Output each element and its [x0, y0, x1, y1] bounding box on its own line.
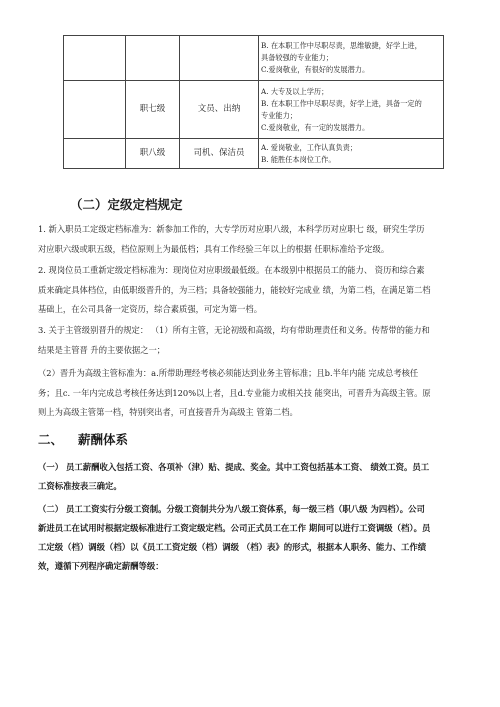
- level-cell: 职八级: [126, 139, 180, 169]
- table-row: [64, 81, 444, 139]
- section-heading: （二）定级定档规定: [70, 197, 183, 212]
- paragraph-line: 对应职六级或职五级，档位原则上为最低档；具有工作经验三年以上的根据 任职标准给予定级。: [38, 243, 390, 254]
- paragraph-line: 2. 现岗位员工重新定级定档标准为：现岗位对应职级最低级。在本级别中根据员工的能力、 资历和综合素: [38, 265, 425, 275]
- bold-paragraph: [38, 500, 468, 576]
- paragraph-line: 结果是主管晋 升的主要依据之一；: [38, 344, 166, 355]
- paragraph-line: 3. 关于主管级别晋升的规定： （1）所有主管，无论初级和高级，均有带助理责任和义务。传帮带的能力和: [38, 325, 430, 335]
- paragraph: [38, 321, 468, 360]
- requirement-line: A. 爱岗敬业，工作认真负责；: [261, 142, 358, 152]
- paragraph-line: （一） 员工薪酬收入包括工资、各项补（津）贴、提成、奖金。其中工资包括基本工资、 绩效工资。员工: [38, 462, 430, 472]
- table-row: [64, 139, 444, 169]
- paragraph-line: 1. 新入职员工定级定档标准为：新参加工作的，大专学历对应职八级，本科学历对应职七 级，研究生学历: [38, 224, 425, 234]
- paragraph-line: 则上为高级主管第一档，特别突出者，可直接晋升为高级主 管第二档。: [38, 407, 298, 417]
- requirement-line: B. 在本职工作中尽职尽责，思维敏捷，好学上进，: [261, 41, 422, 50]
- requirement-line: C.爱岗敬业，有一定的发展潜力。: [261, 122, 370, 132]
- requirement-line: B. 在本职工作中尽职尽责，好学上进，具备一定的: [261, 98, 422, 108]
- paragraph: [38, 364, 468, 423]
- table-cell-blank: [64, 139, 126, 169]
- paragraph-line: （二） 员工工资实行分级工资制。分级工资制共分为八级工资体系，每一级三档（职八级 为四档）。公司: [38, 504, 425, 514]
- positions-cell: 文员、出纳: [180, 81, 259, 139]
- section-title: 薪酬体系: [78, 432, 129, 447]
- requirement-line: 具备较强的专业能力；: [261, 53, 333, 62]
- requirement-line: B. 能胜任本岗位工作。: [261, 154, 336, 164]
- level-cell: [126, 36, 180, 81]
- section-heading: [38, 430, 128, 448]
- paragraph-line: 效，遵循下列程序确定薪酬等级：: [38, 561, 164, 571]
- table-row: [64, 36, 444, 81]
- paragraph: [38, 220, 468, 259]
- paragraph-line: 工定级（档）调级（档）以《员工工资定级（档）调级 （档）表》的形式，根据本人职务、能力、工作绩: [38, 542, 427, 552]
- paragraph-line: （2）晋升为高级主管标准为：a.所带助理经考核必须能达到业务主管标准；且b.半年内能 完成总考核任: [38, 368, 419, 378]
- bold-paragraph: [38, 458, 468, 496]
- requirements-cell: [259, 36, 444, 81]
- requirement-line: C.爱岗敬业，有很好的发展潜力。: [261, 65, 370, 74]
- paragraph-line: 质来确定具体档位，由低职级晋升的，为三档；具备较强能力，能较好完成业 绩，为第二档，在满足第二档: [38, 284, 431, 295]
- table-cell-blank: [64, 36, 126, 81]
- level-cell: 职七级: [126, 81, 180, 139]
- table-cell-blank: [64, 81, 126, 139]
- paragraph-line: 工资标准按表三确定。: [38, 481, 122, 491]
- positions-cell: [180, 36, 259, 81]
- paragraph-line: 务；且c. 一年内完成总考核任务达到120%以上者，且d.专业能力或相关技 能突出，可晋升为高级主管。原: [38, 387, 431, 398]
- paragraph: [38, 261, 468, 320]
- paragraph-line: 基础上，在公司具备一定资历，综合素质强，可定为第一档。: [38, 304, 263, 314]
- positions-cell: 司机、保洁员: [180, 139, 259, 169]
- requirement-line: A. 大专及以上学历；: [261, 86, 329, 96]
- requirements-cell: [259, 81, 444, 139]
- grade-table: [63, 35, 444, 169]
- paragraph-line: 新进员工在试用时根据定级标准进行工资定级定档。公司正式员工在工作 期间可以进行工资调级（档）。员: [38, 523, 431, 533]
- section-number: 二、: [38, 432, 64, 447]
- requirements-cell: [259, 139, 444, 169]
- requirement-line: 专业能力；: [261, 110, 297, 120]
